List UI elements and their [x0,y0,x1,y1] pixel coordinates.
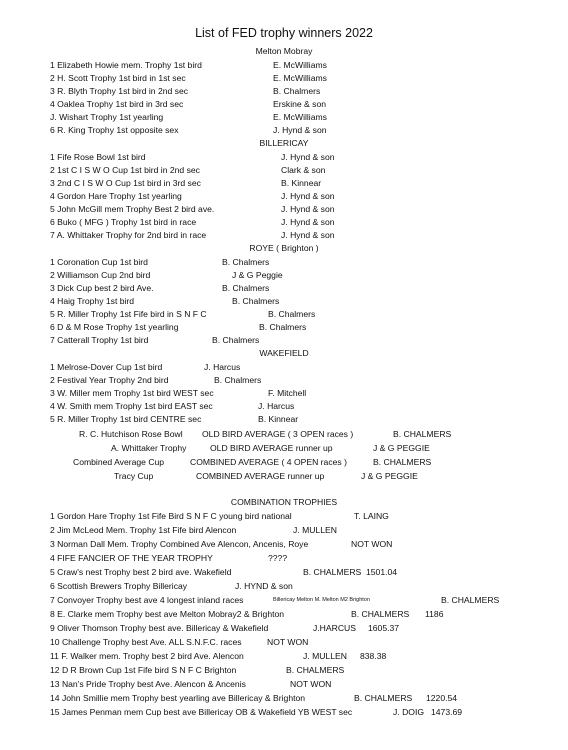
average-winner: J & G PEGGIE [373,443,430,453]
page-title: List of FED trophy winners 2022 [195,26,373,40]
average-category: OLD BIRD AVERAGE ( 3 OPEN races ) [202,429,354,439]
trophy-winner: NOT WON [290,679,332,689]
trophy-winner: J. Hynd & son [281,217,335,227]
trophy-winner: J. MULLEN [303,651,347,661]
trophy-label: 4 Haig Trophy 1st bird [50,296,135,306]
trophy-winner: NOT WON [267,637,309,647]
trophy-label: 15 James Penman mem Cup best ave Billericay OB & Wakefield YB WEST sec [50,707,353,717]
trophy-label: 5 John McGill mem Trophy Best 2 bird ave. [50,204,215,214]
trophy-label: 6 Buko ( MFG ) Trophy 1st bird in race [50,217,197,227]
trophy-winner: J. Hynd & son [281,152,335,162]
trophy-label: 6 D & M Rose Trophy 1st yearling [50,322,179,332]
trophy-winner: J. Harcus [258,401,295,411]
section-heading-melton: Melton Mobray [255,46,313,56]
average-winner: B. CHALMERS [393,429,452,439]
trophy-winner: B. Chalmers [222,283,270,293]
trophy-label: 12 D R Brown Cup 1st Fife bird S N F C Brighton [50,665,237,675]
average-trophy: Combined Average Cup [73,457,165,467]
trophy-winner: Erskine & son [273,99,327,109]
trophy-label: 1 Fife Rose Bowl 1st bird [50,152,146,162]
trophy-label: 2 H. Scott Trophy 1st bird in 1st sec [50,73,186,83]
trophy-label: 1 Coronation Cup 1st bird [50,257,148,267]
trophy-score: 1501.04 [366,567,398,577]
trophy-label: 3 R. Blyth Trophy 1st bird in 2nd sec [50,86,189,96]
trophy-label: 8 E. Clarke mem Trophy best ave Melton Mobray2 & Brighton [50,609,285,619]
trophy-label: 10 Challenge Trophy best Ave. ALL S.N.F.C. races [50,637,242,647]
section-heading-roye: ROYE ( Brighton ) [249,243,319,253]
trophy-label: 7 Catterall Trophy 1st bird [50,335,149,345]
trophy-winner: B. Chalmers [212,335,260,345]
trophy-winner: B. Kinnear [258,414,299,424]
trophy-winner: B. Chalmers [273,86,321,96]
trophy-winner: B. CHALMERS [351,609,410,619]
trophy-winner: T. LAING [354,511,389,521]
trophy-winner: B. CHALMERS [303,567,362,577]
trophy-label: 14 John Smillie mem Trophy best yearling ave Billericay & Brighton [50,693,306,703]
trophy-label: 1 Elizabeth Howie mem. Trophy 1st bird [50,60,202,70]
trophy-label: J. Wishart Trophy 1st yearling [50,112,164,122]
trophy-label: 1 Melrose-Dover Cup 1st bird [50,362,163,372]
trophy-winner: B. Chalmers [214,375,262,385]
average-winner: B. CHALMERS [373,457,432,467]
trophy-score: 1186 [425,609,444,619]
section-heading-billericay: BILLERICAY [259,138,309,148]
trophy-label: 3 2nd C I S W O Cup 1st bird in 3rd sec [50,178,201,188]
trophy-label: 3 W. Miller mem Trophy 1st bird WEST sec [50,388,214,398]
average-trophy: Tracy Cup [114,471,154,481]
trophy-winner: J & G Peggie [232,270,283,280]
trophy-score: 1605.37 [368,623,400,633]
average-trophy: R. C. Hutchison Rose Bowl [79,429,183,439]
section-heading-wakefield: WAKEFIELD [259,348,309,358]
trophy-winner: J. Hynd & son [281,204,335,214]
trophy-winner: E. McWilliams [273,60,327,70]
section-heading-combination: COMBINATION TROPHIES [230,497,338,507]
trophy-winner: B. CHALMERS [286,665,345,675]
trophy-winner: J. HYND & son [235,581,293,591]
trophy-winner: J. Hynd & son [273,125,327,135]
trophy-label: 7 A. Whittaker Trophy for 2nd bird in race [50,230,207,240]
trophy-label: 7 Convoyer Trophy best ave 4 longest inland races [50,595,244,605]
trophy-label: 4 FIFE FANCIER OF THE YEAR TROPHY [50,553,213,563]
trophy-winner: B. Kinnear [281,178,322,188]
average-winner: J & G PEGGIE [361,471,418,481]
trophy-winner: J. MULLEN [293,525,337,535]
trophy-label: 3 Norman Dall Mem. Trophy Combined Ave Alencon, Ancenis, Roye [50,539,309,549]
trophy-winner: B. CHALMERS [441,595,500,605]
trophy-label: 2 Jim McLeod Mem. Trophy 1st Fife bird Alencon [50,525,237,535]
trophy-label: 9 Oliver Thomson Trophy best ave. Billericay & Wakefield [50,623,269,633]
trophy-winner: Clark & son [281,165,326,175]
trophy-label: 11 F. Walker mem. Trophy best 2 bird Ave. Alencon [50,651,244,661]
trophy-label: 4 Oaklea Trophy 1st bird in 3rd sec [50,99,184,109]
average-category: COMBINED AVERAGE ( 4 OPEN races ) [190,457,347,467]
trophy-note: Billericay Melton M. Melton M2 Brighton [273,597,370,603]
trophy-winner: J. Hynd & son [281,191,335,201]
average-category: COMBINED AVERAGE runner up [196,471,325,481]
trophy-winner: E. McWilliams [273,73,327,83]
trophy-label: 4 Gordon Hare Trophy 1st yearling [50,191,182,201]
trophy-label: 3 Dick Cup best 2 bird Ave. [50,283,154,293]
trophy-winner: B. Chalmers [232,296,280,306]
trophy-label: 6 Scottish Brewers Trophy Billericay [50,581,188,591]
trophy-label: 2 Festival Year Trophy 2nd bird [50,375,169,385]
trophy-label: 6 R. King Trophy 1st opposite sex [50,125,179,135]
trophy-winner: NOT WON [351,539,393,549]
trophy-label: 5 R. Miller Trophy 1st Fife bird in S N F C [50,309,207,319]
trophy-label: 5 R. Miller Trophy 1st bird CENTRE sec [50,414,202,424]
trophy-score: 1473.69 [431,707,463,717]
trophy-winner: B. Chalmers [268,309,316,319]
trophy-winner: F. Mitchell [268,388,307,398]
average-trophy: A. Whittaker Trophy [111,443,187,453]
trophy-score: 838.38 [360,651,387,661]
trophy-label: 2 1st C I S W O Cup 1st bird in 2nd sec [50,165,200,175]
average-category: OLD BIRD AVERAGE runner up [210,443,333,453]
trophy-winner: B. CHALMERS [354,693,413,703]
trophy-winner: ???? [268,553,288,563]
trophy-winner: J. Harcus [204,362,241,372]
trophy-winner: J. Hynd & son [281,230,335,240]
trophy-label: 13 Nan's Pride Trophy best Ave. Alencon & Ancenis [50,679,246,689]
trophy-winner: B. Chalmers [259,322,307,332]
trophy-score: 1220.54 [426,693,458,703]
trophy-winner: J. DOIG [393,707,425,717]
trophy-label: 2 Williamson Cup 2nd bird [50,270,151,280]
trophy-winner: E. McWilliams [273,112,327,122]
trophy-winner: J.HARCUS [313,623,356,633]
trophy-label: 1 Gordon Hare Trophy 1st Fife Bird S N F C young bird national [50,511,292,521]
trophy-label: 5 Craw's nest Trophy best 2 bird ave. Wakefield [50,567,232,577]
trophy-label: 4 W. Smith mem Trophy 1st bird EAST sec [50,401,213,411]
trophy-winner: B. Chalmers [222,257,270,267]
